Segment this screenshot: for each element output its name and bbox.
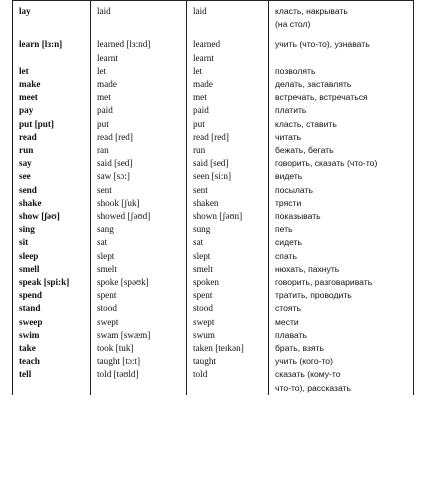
- past-simple-cell: [91, 236, 187, 249]
- translation-line: спать: [275, 250, 297, 261]
- past-simple-line: shook [ʃuk]: [97, 197, 140, 208]
- past-simple-cell: [91, 250, 187, 263]
- table-row: [13, 131, 414, 144]
- past-simple-line: saw [sɔ:]: [97, 171, 130, 182]
- past-participle-cell: [187, 131, 269, 144]
- past-participle-line: learnt: [193, 52, 214, 63]
- past-simple-cell: [91, 65, 187, 78]
- base-form-cell: [13, 78, 91, 91]
- translation-line: бежать, бегать: [275, 145, 334, 156]
- past-participle-cell: [187, 1, 269, 32]
- translation-line: сидеть: [275, 237, 303, 248]
- past-participle-line: told: [193, 369, 208, 380]
- past-simple-cell: [91, 131, 187, 144]
- past-participle-line: learned: [193, 39, 221, 50]
- past-simple-line: learnt: [97, 52, 118, 63]
- past-participle-cell: [187, 329, 269, 342]
- past-participle-cell: [187, 144, 269, 157]
- translation-cell: [269, 184, 414, 197]
- translation-line: показывать: [275, 211, 321, 222]
- base-form-cell: [13, 355, 91, 368]
- table-row: [13, 144, 414, 157]
- table-row: [13, 342, 414, 355]
- table-row: [13, 65, 414, 78]
- translation-line: тратить, проводить: [275, 290, 352, 301]
- translation-cell: [269, 263, 414, 276]
- past-simple-cell: [91, 276, 187, 289]
- base-form-cell: [13, 342, 91, 355]
- translation-cell: [269, 157, 414, 170]
- base-form-text: learn [lз:n]: [19, 39, 63, 50]
- translation-cell: [269, 342, 414, 355]
- translation-line: стоять: [275, 303, 301, 314]
- base-form-cell: [13, 210, 91, 223]
- past-participle-line: taken [teɪkən]: [193, 343, 244, 354]
- translation-line: говорить, разговаривать: [275, 277, 373, 288]
- past-participle-cell: [187, 104, 269, 117]
- base-form-cell: [13, 302, 91, 315]
- base-form-cell: [13, 316, 91, 329]
- translation-line: встречать, встречаться: [275, 92, 368, 103]
- past-participle-line: taught: [193, 356, 216, 367]
- translation-cell: [269, 131, 414, 144]
- past-simple-cell: [91, 184, 187, 197]
- base-form-cell: [13, 31, 91, 64]
- past-simple-line: sat: [97, 237, 108, 248]
- base-form-cell: [13, 157, 91, 170]
- table-row: [13, 170, 414, 183]
- translation-cell: [269, 302, 414, 315]
- table-row: [13, 316, 414, 329]
- base-form-text: read: [19, 131, 37, 142]
- translation-cell: [269, 31, 414, 64]
- past-participle-cell: [187, 289, 269, 302]
- table-row: [13, 368, 414, 394]
- base-form-text: shake: [19, 197, 42, 208]
- past-simple-line: took [tuk]: [97, 343, 134, 354]
- translation-line: петь: [275, 224, 293, 235]
- past-simple-line: put: [97, 118, 109, 129]
- past-participle-line: let: [193, 65, 203, 76]
- past-simple-cell: [91, 302, 187, 315]
- past-participle-cell: [187, 210, 269, 223]
- table-row: [13, 276, 414, 289]
- past-participle-cell: [187, 263, 269, 276]
- base-form-text: spend: [19, 290, 42, 301]
- base-form-cell: [13, 118, 91, 131]
- table-row: [13, 263, 414, 276]
- translation-line: видеть: [275, 171, 303, 182]
- base-form-text: sing: [19, 224, 35, 235]
- base-form-text: put [put]: [19, 118, 54, 129]
- past-simple-cell: [91, 342, 187, 355]
- past-participle-line: shown [ʃəʊn]: [193, 211, 243, 222]
- past-simple-cell: [91, 31, 187, 64]
- translation-cell: [269, 104, 414, 117]
- base-form-text: sweep: [19, 316, 43, 327]
- past-participle-line: smelt: [193, 263, 213, 274]
- base-form-cell: [13, 104, 91, 117]
- table-row: [13, 250, 414, 263]
- past-simple-cell: [91, 118, 187, 131]
- past-simple-cell: [91, 289, 187, 302]
- translation-cell: [269, 316, 414, 329]
- base-form-text: pay: [19, 105, 34, 116]
- past-simple-line: learned [lз:nd]: [97, 39, 151, 50]
- translation-line: платить: [275, 105, 307, 116]
- base-form-cell: [13, 197, 91, 210]
- translation-cell: [269, 250, 414, 263]
- base-form-text: make: [19, 79, 41, 90]
- table-row: [13, 355, 414, 368]
- translation-cell: [269, 91, 414, 104]
- past-simple-line: met: [97, 92, 111, 103]
- past-participle-line: laid: [193, 6, 207, 16]
- translation-cell: [269, 210, 414, 223]
- translation-line: трясти: [275, 197, 302, 208]
- past-simple-line: said [sed]: [97, 158, 133, 169]
- base-form-cell: [13, 329, 91, 342]
- translation-line: делать, заставлять: [275, 79, 352, 90]
- translation-cell: [269, 170, 414, 183]
- translation-line: посылать: [275, 184, 313, 195]
- table-row: [13, 91, 414, 104]
- irregular-verbs-table: [12, 0, 414, 395]
- base-form-cell: [13, 184, 91, 197]
- verb-table-body: [13, 1, 414, 395]
- past-simple-cell: [91, 223, 187, 236]
- past-participle-cell: [187, 276, 269, 289]
- past-simple-line: showed [ʃəʊd]: [97, 211, 151, 222]
- base-form-text: sit: [19, 237, 29, 248]
- base-form-cell: [13, 236, 91, 249]
- past-participle-cell: [187, 316, 269, 329]
- past-participle-cell: [187, 342, 269, 355]
- past-participle-line: put: [193, 118, 205, 129]
- base-form-cell: [13, 65, 91, 78]
- base-form-cell: [13, 250, 91, 263]
- past-participle-cell: [187, 355, 269, 368]
- past-simple-cell: [91, 329, 187, 342]
- past-participle-cell: [187, 157, 269, 170]
- translation-line: что-то), рассказать: [275, 382, 351, 393]
- past-participle-cell: [187, 197, 269, 210]
- table-row: [13, 78, 414, 91]
- translation-cell: [269, 197, 414, 210]
- base-form-cell: [13, 144, 91, 157]
- past-participle-line: seen [si:n]: [193, 171, 232, 182]
- base-form-cell: [13, 263, 91, 276]
- table-row: [13, 329, 414, 342]
- translation-cell: [269, 289, 414, 302]
- past-participle-line: made: [193, 79, 213, 90]
- past-simple-line: sent: [97, 184, 112, 195]
- past-participle-line: swept: [193, 316, 215, 327]
- translation-line: класть, ставить: [275, 118, 337, 129]
- past-simple-line: told [təʊld]: [97, 369, 139, 380]
- past-simple-cell: [91, 355, 187, 368]
- past-simple-line: stood: [97, 303, 117, 314]
- past-participle-line: paid: [193, 105, 209, 116]
- past-simple-cell: [91, 170, 187, 183]
- past-simple-line: read [red]: [97, 131, 133, 142]
- past-simple-cell: [91, 91, 187, 104]
- base-form-text: tell: [19, 369, 32, 380]
- past-simple-line: paid: [97, 105, 113, 116]
- translation-line: читать: [275, 131, 302, 142]
- past-simple-line: laid: [97, 6, 111, 16]
- table-row: [13, 223, 414, 236]
- past-simple-line: swam [swæm]: [97, 329, 151, 340]
- translation-line: сказать (кому-то: [275, 369, 341, 380]
- past-participle-cell: [187, 302, 269, 315]
- base-form-text: send: [19, 184, 37, 195]
- translation-line: (на стол): [275, 19, 311, 30]
- translation-cell: [269, 144, 414, 157]
- past-participle-line: spent: [193, 290, 213, 301]
- past-participle-line: stood: [193, 303, 213, 314]
- past-participle-cell: [187, 250, 269, 263]
- past-simple-cell: [91, 316, 187, 329]
- base-form-text: smell: [19, 263, 40, 274]
- past-participle-line: swum: [193, 329, 215, 340]
- translation-cell: [269, 118, 414, 131]
- base-form-text: stand: [19, 303, 41, 314]
- base-form-cell: [13, 131, 91, 144]
- past-simple-cell: [91, 368, 187, 394]
- past-simple-line: spoke [spəʊk]: [97, 277, 149, 288]
- table-row: [13, 210, 414, 223]
- translation-cell: [269, 65, 414, 78]
- past-participle-cell: [187, 170, 269, 183]
- past-simple-line: let: [97, 65, 107, 76]
- past-participle-line: shaken: [193, 197, 219, 208]
- translation-line: нюхать, пахнуть: [275, 263, 340, 274]
- translation-cell: [269, 329, 414, 342]
- base-form-text: meet: [19, 92, 38, 103]
- past-simple-cell: [91, 104, 187, 117]
- translation-cell: [269, 223, 414, 236]
- translation-cell: [269, 78, 414, 91]
- base-form-text: let: [19, 65, 29, 76]
- base-form-text: show [ʃəʊ]: [19, 211, 60, 222]
- translation-cell: [269, 1, 414, 32]
- past-simple-line: slept: [97, 250, 115, 261]
- base-form-cell: [13, 289, 91, 302]
- past-participle-cell: [187, 78, 269, 91]
- base-form-cell: [13, 91, 91, 104]
- past-simple-line: sang: [97, 224, 114, 235]
- past-participle-line: read [red]: [193, 131, 229, 142]
- past-simple-cell: [91, 210, 187, 223]
- translation-line: плавать: [275, 329, 307, 340]
- table-row: [13, 197, 414, 210]
- past-simple-cell: [91, 144, 187, 157]
- table-row: [13, 236, 414, 249]
- translation-line: мести: [275, 316, 299, 327]
- base-form-text: speak [spi:k]: [19, 277, 70, 288]
- base-form-text: sleep: [19, 250, 39, 261]
- base-form-text: see: [19, 171, 31, 182]
- past-participle-cell: [187, 368, 269, 394]
- translation-cell: [269, 355, 414, 368]
- past-participle-cell: [187, 184, 269, 197]
- past-simple-cell: [91, 157, 187, 170]
- past-participle-line: met: [193, 92, 207, 103]
- past-simple-cell: [91, 1, 187, 32]
- table-row: [13, 302, 414, 315]
- table-row: [13, 1, 414, 32]
- past-participle-cell: [187, 65, 269, 78]
- past-participle-line: sat: [193, 237, 204, 248]
- past-participle-line: said [sed]: [193, 158, 229, 169]
- past-simple-cell: [91, 78, 187, 91]
- table-row: [13, 104, 414, 117]
- past-participle-cell: [187, 223, 269, 236]
- past-participle-cell: [187, 236, 269, 249]
- table-row: [13, 118, 414, 131]
- past-participle-cell: [187, 31, 269, 64]
- past-participle-line: run: [193, 145, 206, 156]
- base-form-cell: [13, 276, 91, 289]
- base-form-cell: [13, 170, 91, 183]
- translation-cell: [269, 276, 414, 289]
- past-participle-line: spoken: [193, 277, 220, 288]
- past-simple-cell: [91, 263, 187, 276]
- past-participle-cell: [187, 118, 269, 131]
- base-form-text: teach: [19, 356, 40, 367]
- base-form-text: lay: [19, 6, 31, 16]
- past-participle-line: slept: [193, 250, 211, 261]
- base-form-text: swim: [19, 329, 40, 340]
- table-row: [13, 184, 414, 197]
- table-row: [13, 289, 414, 302]
- past-simple-line: smelt: [97, 263, 117, 274]
- table-row: [13, 31, 414, 64]
- translation-cell: [269, 236, 414, 249]
- past-simple-line: ran: [97, 145, 109, 156]
- past-participle-line: sent: [193, 184, 208, 195]
- table-row: [13, 157, 414, 170]
- base-form-cell: [13, 223, 91, 236]
- base-form-text: run: [19, 145, 34, 156]
- translation-line: класть, накрывать: [275, 6, 348, 16]
- translation-line: позволять: [275, 65, 316, 76]
- translation-line: учить (что-то), узнавать: [275, 39, 370, 50]
- past-participle-cell: [187, 91, 269, 104]
- translation-cell: [269, 368, 414, 394]
- base-form-cell: [13, 1, 91, 32]
- past-simple-line: taught [tɔ:t]: [97, 356, 141, 367]
- past-simple-line: spent: [97, 290, 117, 301]
- translation-line: говорить, сказать (что-то): [275, 158, 378, 169]
- translation-line: учить (кого-то): [275, 356, 333, 367]
- base-form-cell: [13, 368, 91, 394]
- base-form-text: say: [19, 158, 32, 169]
- translation-line: брать, взять: [275, 343, 324, 354]
- past-simple-line: swept: [97, 316, 119, 327]
- past-participle-line: sung: [193, 224, 211, 235]
- past-simple-cell: [91, 197, 187, 210]
- past-simple-line: made: [97, 79, 117, 90]
- base-form-text: take: [19, 343, 36, 354]
